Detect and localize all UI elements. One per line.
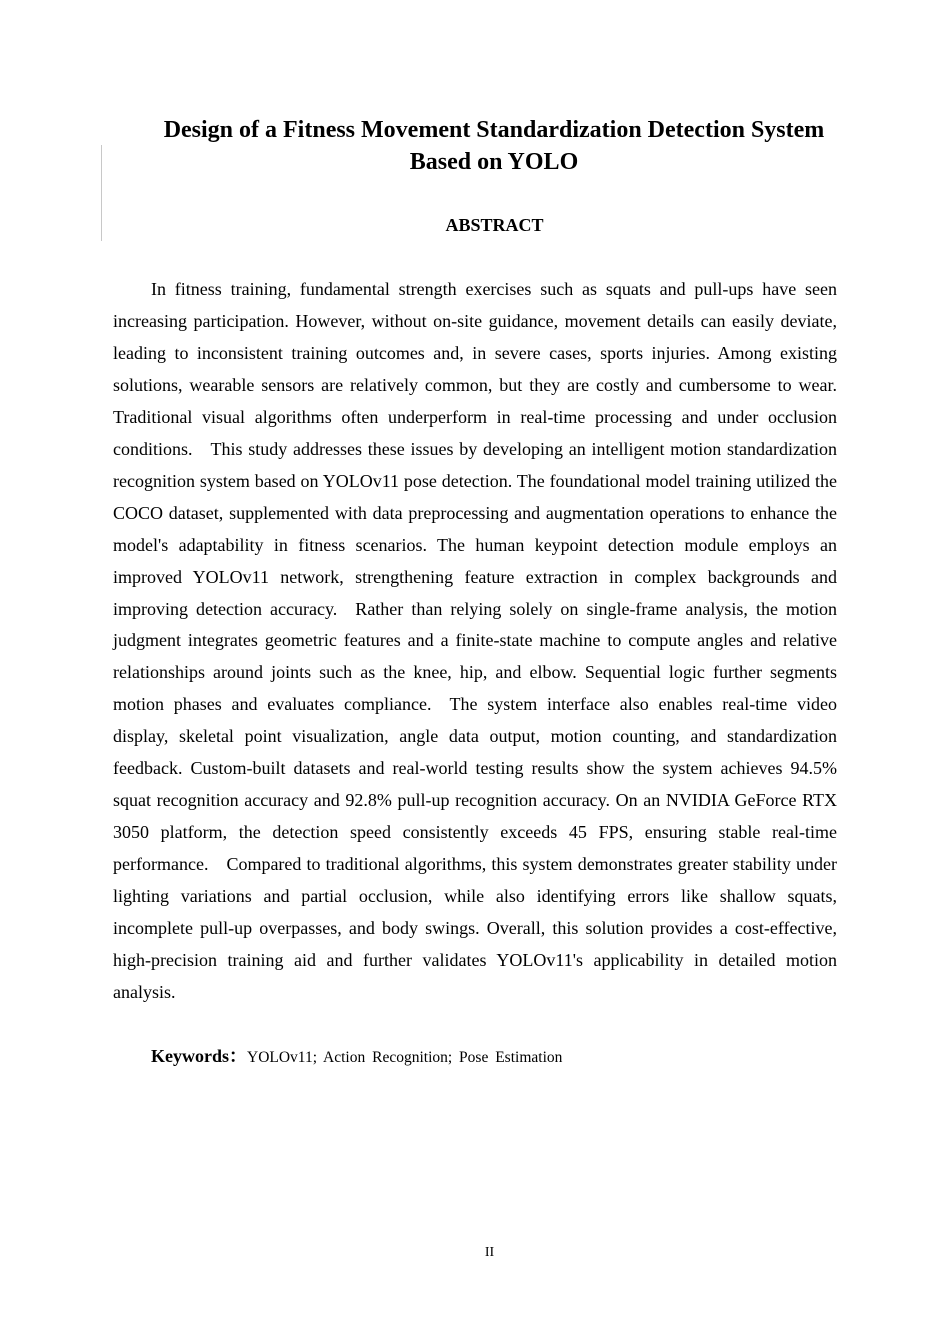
keywords-list: YOLOv11; Action Recognition; Pose Estimation: [247, 1049, 563, 1066]
abstract-heading: ABSTRACT: [445, 215, 544, 235]
keywords-line: [151, 1042, 562, 1072]
keywords-label: Keywords：: [151, 1046, 247, 1066]
page-margin-line: [101, 145, 102, 241]
document-title: Design of a Fitness Movement Standardization Detection System Based on YOLO: [163, 117, 825, 175]
abstract-body: In fitness training, fundamental strength exercises such as squats and pull-ups have seen increasing participation. However, without on-site guidance, movement details can easily deviate, leading to inconsistent training outcomes and, in severe cases, sports injuries. Among existing solutions, wearable sensors are relatively common, but they are costly and cumbersome to wear. Traditional visual algorithms often underperform in real-time processing and under occlusion conditions. This study addresses these issues by developing an intelligent motion standardization recognition system based on YOLOv11 pose detection. The foundational model training utilized the COCO dataset, supplemented with data preprocessing and augmentation operations to enhance the model's adaptability in fitness scenarios. The human keypoint detection module employs an improved YOLOv11 network, strengthening feature extraction in complex backgrounds and improving detection accuracy. Rather than relying solely on single-frame analysis, the motion judgment integrates geometric features and a finite-state machine to compute angles and relative relationships around joints such as the knee, hip, and elbow. Sequential logic further segments motion phases and evaluates compliance. The system interface also enables real-time video display, skeletal point visualization, angle data output, motion counting, and standardization feedback. Custom-built datasets and real-world testing results show the system achieves 94.5% squat recognition accuracy and 92.8% pull-up recognition accuracy. On an NVIDIA GeForce RTX 3050 platform, the detection speed consistently exceeds 45 FPS, ensuring stable real-time performance. Compared to traditional algorithms, this system demonstrates greater stability under lighting variations and partial occlusion, while also identifying errors like shallow squats, incomplete pull-up overpasses, and body swings. Overall, this solution provides a cost-effective, high-precision training aid and further validates YOLOv11's applicability in detailed motion analysis.: [113, 279, 837, 1002]
page-number: II: [484, 1245, 495, 1260]
